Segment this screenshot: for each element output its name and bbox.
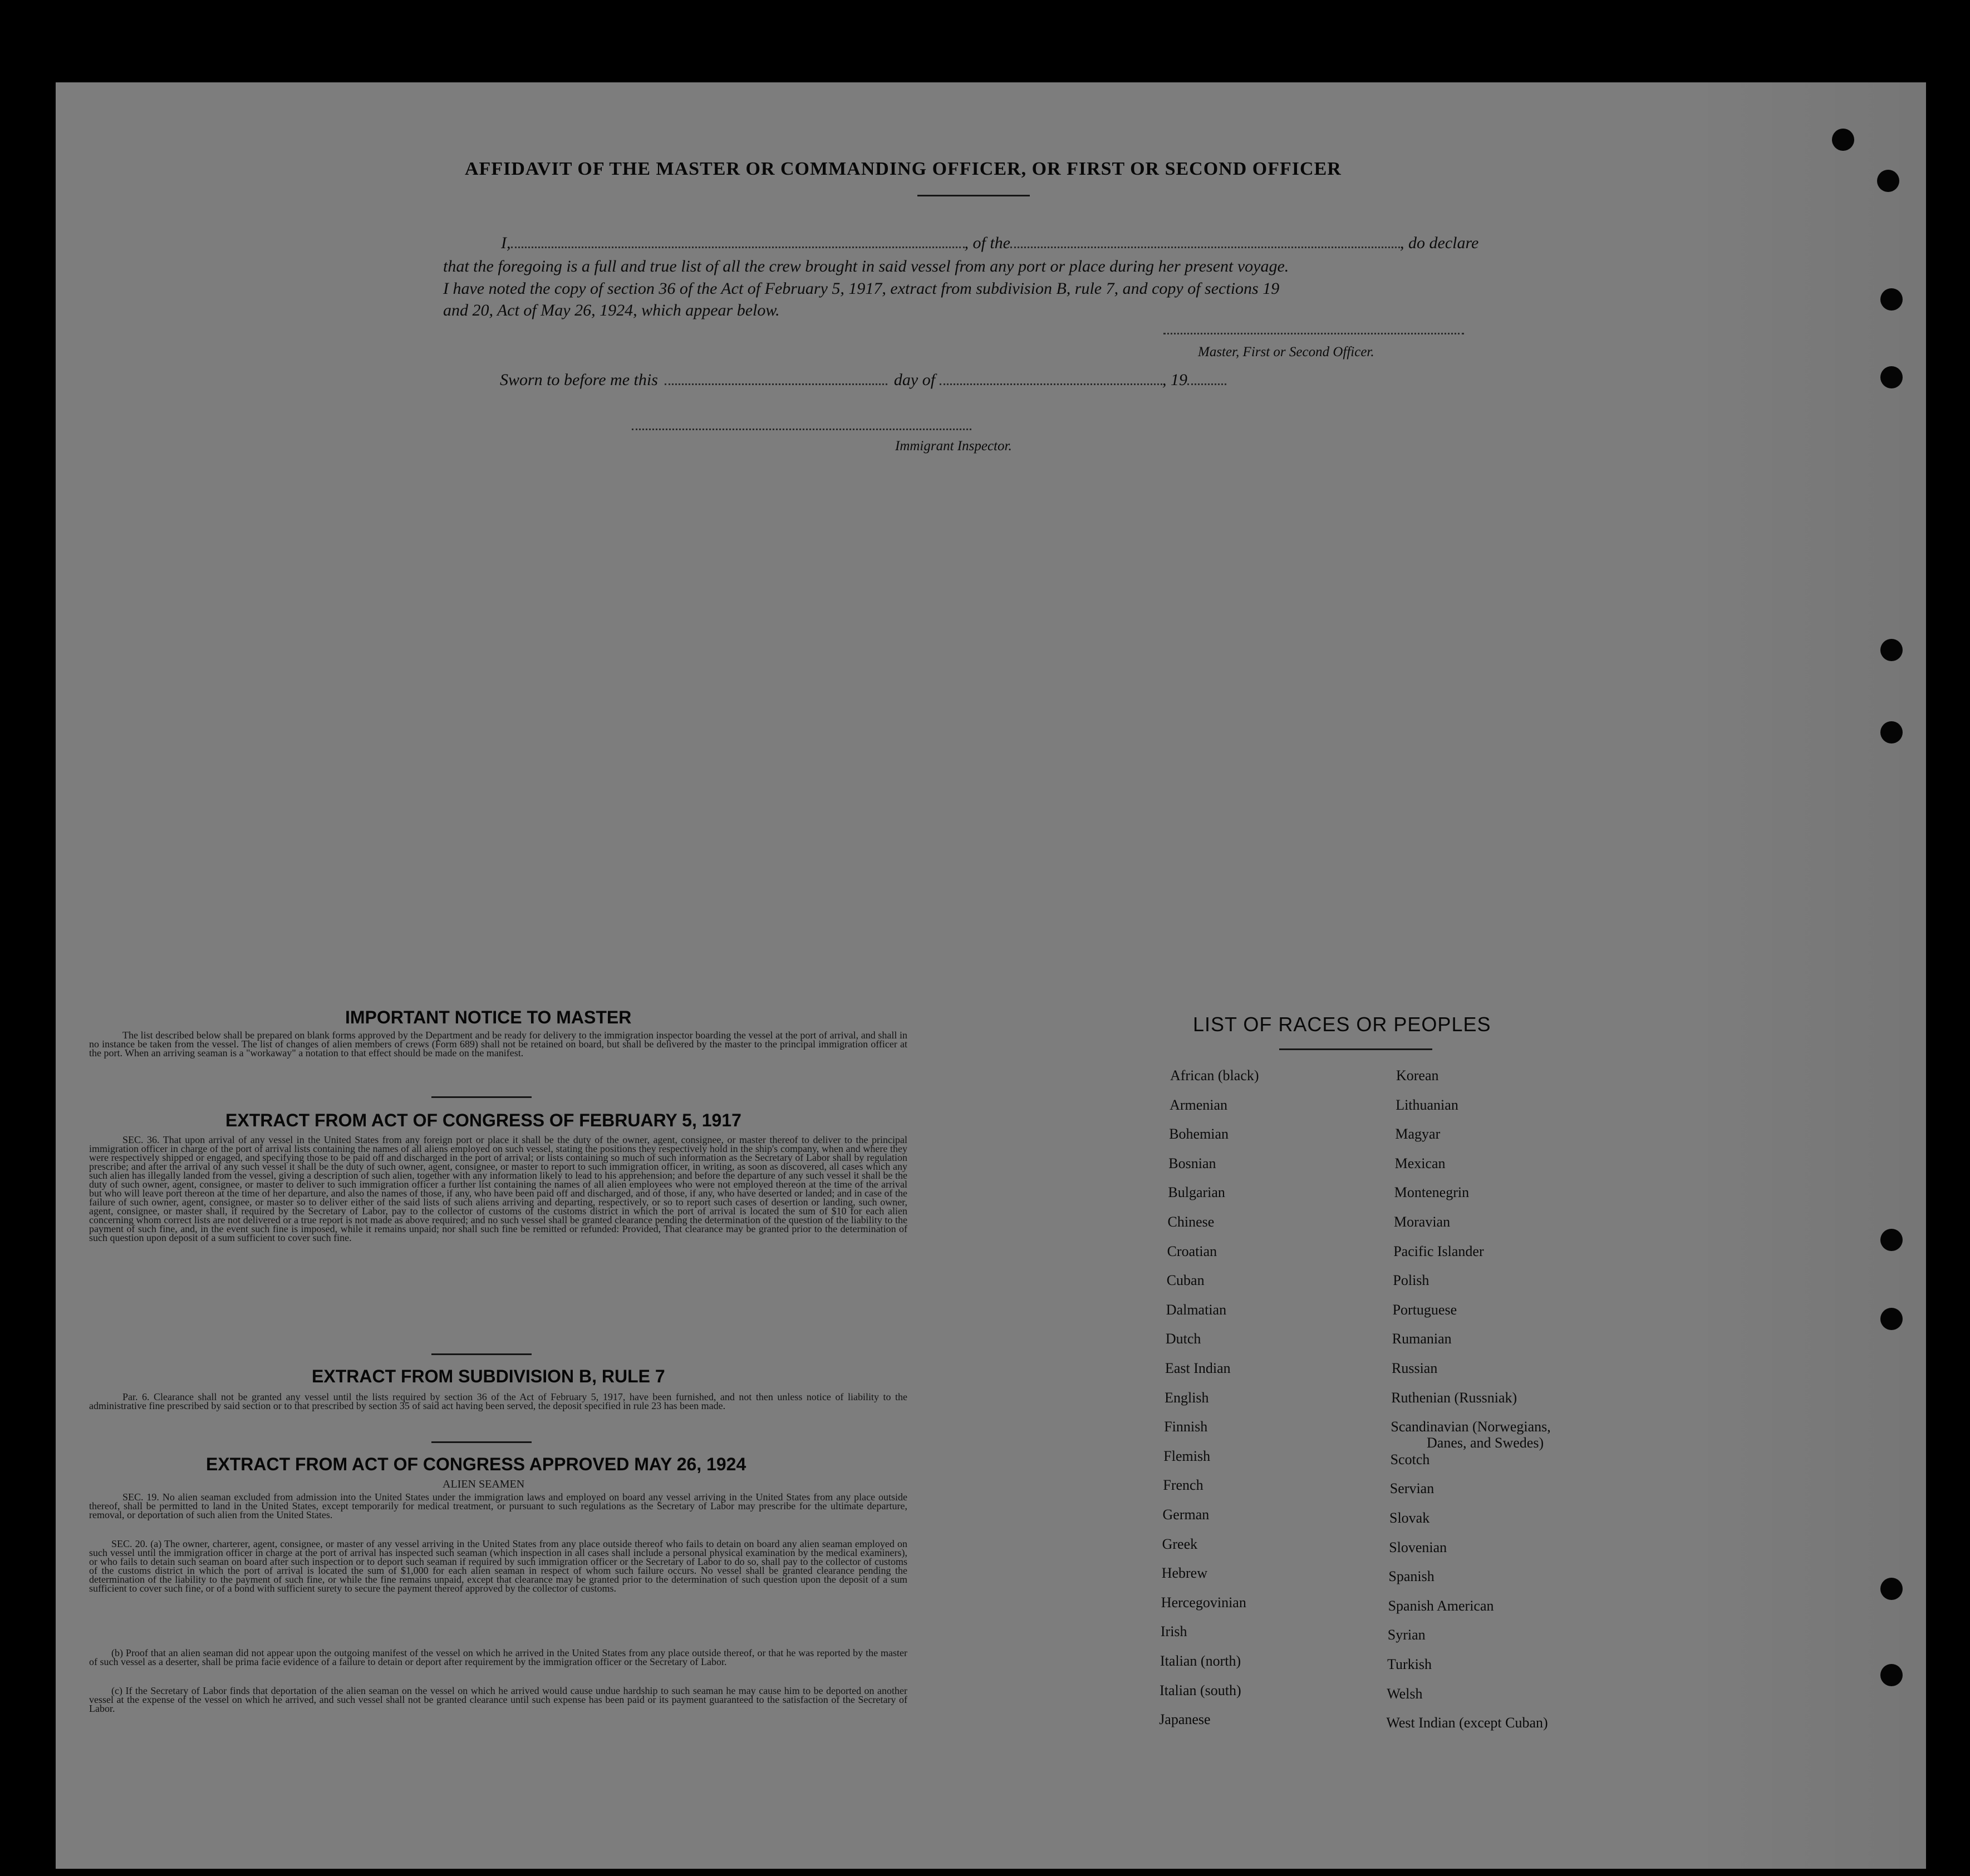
race-item: Bohemian [1169,1126,1229,1143]
race-item: Moravian [1394,1214,1451,1230]
race-item: Flemish [1163,1447,1211,1464]
of-the-label: , of the [964,234,1010,252]
declarant-label: I, [501,234,511,252]
declaration-line-4: and 20, Act of May 26, 1924, which appear below. [443,301,780,319]
race-item: Croatian [1167,1243,1217,1259]
punch-hole [1880,1308,1903,1330]
extract-1924-heading: EXTRACT FROM ACT OF CONGRESS APPROVED MAY 26, 1924 [206,1454,746,1474]
rule7-body: Par. 6. Clearance shall not be granted any vessel until the lists required by section 36 of the Act of February 5, 1917, have been furnished, and not then unless notice of liability to the administrative fine prescribed by said section or to that prescribed by section 35 of said act having been served, the deposit specified in rule 23 has been made. [89,1391,907,1411]
declaration-line-3: I have noted the copy of section 36 of the Act of February 5, 1917, extract from subdivision B, rule 7, and copy of sections 19 [443,279,1280,298]
sworn-year-field[interactable] [1187,383,1226,385]
declaration-line-1 [501,234,1478,253]
race-item: East Indian [1165,1360,1231,1376]
master-signature-caption: Master, First or Second Officer. [1198,344,1374,360]
race-item: Italian (north) [1160,1653,1241,1669]
race-item: Hercegovinian [1161,1594,1246,1611]
rule7-rule [431,1441,532,1443]
race-item: Mexican [1394,1155,1446,1171]
sec19-paragraph: SEC. 19. No alien seaman excluded from admission into the United States under the immigration laws and employed on board any vessel arriving in the United States from any place outside thereof, shall be permitted to land in the United States, except temporarily for medical treatment, or pursuant to such regulations as the Secretary of Labor may prescribe for the ultimate departure, removal, or deportation of such alien from the United States. [89,1491,907,1520]
sworn-line [500,371,1226,390]
race-item: Chinese [1167,1214,1215,1230]
declarant-name-field[interactable] [511,247,965,248]
sec20a-paragraph: SEC. 20. (a) The owner, charterer, agent, consignee, or master of any vessel arriving in the United States from any place outside thereof who fails to detain on board any alien seaman employed on such vessel until the immigration officer in charge at the port of arrival has inspected such seaman (which inspection in all cases shall include a personal physical examination by the medical examiners), or who fails to detain such seaman on board after such inspection or to deport such seaman if required by such immigration officer or the Secretary of Labor to do so, shall pay to the collector of customs of the customs district in which the port of arrival is located the sum of $1,000 for each alien seaman in respect of whom such failure occurs. No vessel shall be granted clearance pending the determination of the liability to the payment of such fine, or while the fine remains unpaid, except that clearance may be granted prior to the determination of such question upon the deposit of a sum sufficient to cover such fine, or of a bond with sufficient surety to secure the payment thereof approved by the collector of customs. [89,1538,907,1594]
declaration-line-2: that the foregoing is a full and true list of all the crew brought in said vessel from any port or place during her present voyage. [443,257,1289,275]
sworn-label: Sworn to before me this [500,371,658,389]
notice-heading: IMPORTANT NOTICE TO MASTER [345,1007,632,1027]
races-rule [1279,1048,1432,1050]
form-sheet [56,82,1926,1869]
race-item: West Indian (except Cuban) [1386,1715,1548,1731]
race-item: Italian (south) [1160,1682,1241,1698]
races-heading: LIST OF RACES OR PEOPLES [1193,1013,1491,1036]
race-item: Japanese [1159,1711,1211,1728]
race-item: Magyar [1395,1126,1441,1143]
race-item: Montenegrin [1394,1184,1470,1201]
punch-hole [1880,288,1903,311]
do-declare-label: , do declare [1400,234,1479,252]
day-of-label: day of [893,371,936,389]
race-item: Dutch [1165,1331,1201,1347]
race-item: Hebrew [1161,1565,1207,1582]
race-item: Slovak [1389,1510,1430,1526]
punch-hole [1877,170,1899,192]
punch-hole [1880,721,1903,743]
race-item: Rumanian [1392,1331,1452,1347]
race-item: Spanish American [1388,1597,1494,1614]
race-item: Pacific Islander [1393,1243,1484,1259]
race-item: Greek [1162,1535,1198,1552]
race-item: Scotch [1390,1451,1430,1468]
race-item: Russian [1392,1360,1438,1376]
sworn-day-field[interactable] [665,383,887,385]
extract-1917-body: SEC. 36. That upon arrival of any vessel in the United States from any foreign port or place it shall be the duty of the owner, agent, consignee, or master thereof to deliver to the principal immigration officer in charge of the port of arrival lists containing the names of all aliens employed on such vessel, stating the positions they respectively hold in the ship's company, when and where they were respectively shipped or engaged, and specifying those to be paid off and discharged in the port of arrival; or lists containing so much of such information as the Secretary of Labor shall by regulation prescribe; and after the arrival of any such vessel it shall be the duty of such owner, agent, consignee, or master to report to such immigration officer, in writing, as soon as discovered, all cases which any such alien has illegally landed from the vessel, giving a description of such alien, together with any information likely to lead to his apprehension; and before the departure of any such vessel it shall be the duty of such owner, agent, consignee, or master to deliver to such immigration officer a further list containing the names of all alien employees who were not employed thereon at the time of the arrival but who will leave port thereon at the time of her departure, and also the names of those, if any, who have been paid off and discharged, and of those, if any, who have deserted or landed; and in case of the failure of such owner, agent, consignee, or master so to deliver either of the said lists of such aliens arriving and departing, respectively, or so to report such cases of desertion or landing, such owner, agent, consignee, or master shall, if required by the Secretary of Labor, pay to the collector of customs of the customs district in which the port of arrival is located the sum of $10 for each alien concerning whom correct lists are not delivered or a true report is not made as above required; and no such vessel shall be granted clearance pending the determination of the question of the liability to the payment of such fine, and, in the event such fine is imposed, while it remains unpaid; nor shall such fine be remitted or refunded: Provided, That clearance may be granted prior to the determination of such question upon deposit of a sum sufficient to cover such fine. [89,1134,907,1243]
sec20c-paragraph: (c) If the Secretary of Labor finds that deportation of the alien seaman on the vessel on which he arrived would cause undue hardship to such seaman he may cause him to be deported on another vessel at the expense of the vessel on which he arrived, and such vessel shall not be granted clearance until such expense has been paid or its payment guaranteed to the satisfaction of the Secretary of Labor. [89,1685,907,1714]
race-item: Ruthenian (Russniak) [1391,1389,1517,1406]
race-item: Turkish [1387,1656,1432,1672]
rule7-heading: EXTRACT FROM SUBDIVISION B, RULE 7 [312,1366,665,1386]
race-scandinavian-continuation: Danes, and Swedes) [1427,1435,1544,1451]
race-item: Bulgarian [1168,1184,1225,1201]
notice-body: The list described below shall be prepared on blank forms approved by the Department and be ready for delivery to the immigration inspector boarding the vessel at the port of arrival, and shall in no instance be taken from the vessel. The list of changes of alien members of crews (Form 689) shall not be retained on board, but shall be delivered by the master to the principal immigration officer at the port. When an arriving seaman is a "workaway" a notation to that effect should be made on the manifest. [89,1030,907,1058]
race-item: Cuban [1166,1272,1205,1289]
year-label: , 19 [1162,371,1188,389]
punch-hole [1832,129,1854,151]
sec20b-paragraph: (b) Proof that an alien seaman did not appear upon the outgoing manifest of the vessel on which he arrived in the United States from any place outside thereof, or that he was reported by the master of such vessel as a deserter, shall be prima facie evidence of a failure to detain or deport after requirement by the immigration officer or the Secretary of Labor. [89,1647,907,1667]
race-item: African (black) [1170,1067,1259,1084]
race-item: Finnish [1164,1419,1208,1435]
race-item: Polish [1393,1272,1429,1289]
punch-hole [1880,1578,1903,1600]
race-item: Armenian [1170,1096,1228,1113]
race-item: Portuguese [1392,1301,1457,1318]
inspector-signature-field[interactable] [632,429,971,430]
alien-seamen-subheading: ALIEN SEAMEN [443,1478,525,1490]
race-item: Welsh [1387,1685,1423,1702]
vessel-name-field[interactable] [1010,247,1400,248]
race-item: Irish [1160,1623,1187,1640]
race-item: German [1162,1506,1210,1523]
race-item: Lithuanian [1396,1096,1458,1113]
race-item: English [1165,1389,1209,1406]
master-signature-field[interactable] [1163,333,1464,334]
sworn-month-field[interactable] [940,383,1162,385]
extract-1917-heading: EXTRACT FROM ACT OF CONGRESS OF FEBRUARY 5, 1917 [225,1110,741,1130]
race-item: Dalmatian [1166,1301,1227,1318]
punch-hole [1880,366,1903,388]
race-item: Slovenian [1389,1539,1447,1555]
notice-rule [431,1096,532,1098]
race-item: Scandinavian (Norwegians, [1391,1419,1551,1435]
title-rule [917,195,1030,196]
race-item: Syrian [1387,1627,1426,1643]
punch-hole [1880,1664,1903,1686]
punch-hole [1880,639,1903,661]
punch-hole [1880,1229,1903,1251]
race-item: Servian [1389,1480,1434,1497]
affidavit-title: AFFIDAVIT OF THE MASTER OR COMMANDING OFFICER, OR FIRST OR SECOND OFFICER [465,159,1342,179]
extract-1917-rule [431,1353,532,1355]
race-item: Bosnian [1168,1155,1216,1171]
inspector-caption: Immigrant Inspector. [895,439,1012,454]
race-item: Korean [1396,1067,1439,1084]
race-item: French [1163,1477,1203,1494]
race-item: Spanish [1388,1568,1434,1585]
